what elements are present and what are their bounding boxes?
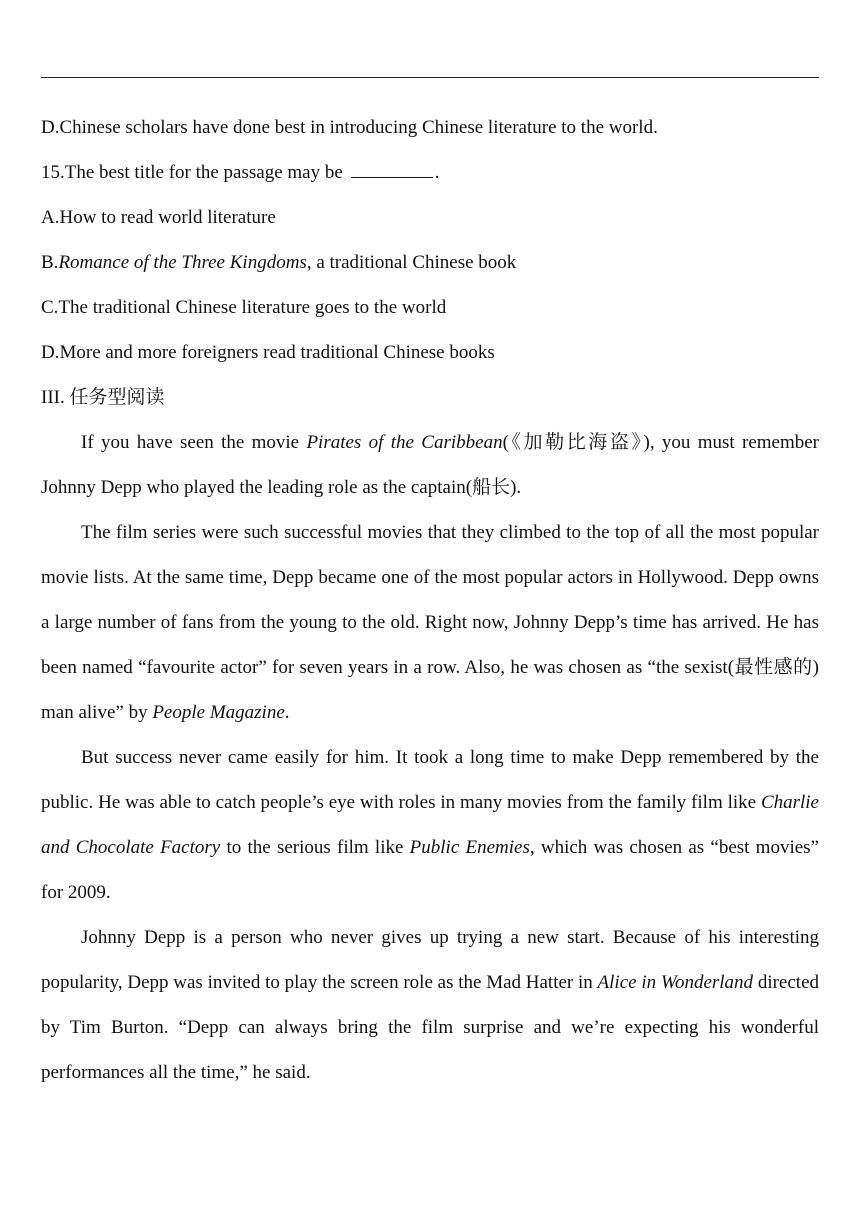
answer-blank [351, 163, 433, 178]
p3-text-c: , which was chosen as “best movies” for 2009. [41, 837, 819, 903]
p1-movie-title: Pirates of the Caribbean [306, 432, 503, 453]
p4-text-b: directed by Tim Burton. “Depp can always bring the film surprise and we’re expecting his wonderful performances all the time,” he said. [41, 972, 820, 1083]
question-15-period: . [434, 162, 440, 183]
passage-paragraph-2 [41, 510, 819, 735]
p3-text-b: to the serious film like [220, 837, 410, 858]
question-15-option-b [41, 240, 819, 285]
passage-paragraph-4 [41, 915, 819, 1095]
p4-text-a: Johnny Depp is a person who never gives up trying a new start. Because of his interesting popularity, Depp was invited to play the screen role as the Mad Hatter in [41, 927, 819, 993]
option-b-book-title: Romance of the Three Kingdoms [58, 252, 307, 273]
passage-paragraph-1 [41, 420, 819, 510]
question-15-text: 15.The best title for the passage may be [41, 162, 343, 183]
p2-text-a: The film series were such successful movies that they climbed to the top of all the most popular movie lists. At the same time, Depp became one of the most popular actors in Hollywood. Depp owns a large number of fans from the young to the old. Right now, Johnny Depp’s time has arrived. He has been named “favourite actor” for seven years in a row. Also, he was chosen as “the sexist(最性感的) man alive” by [41, 522, 819, 723]
question-15-stem [41, 150, 819, 195]
p4-film-title: Alice in Wonderland [597, 972, 754, 993]
p1-text-a: If you have seen the movie [81, 432, 307, 453]
passage-paragraph-3 [41, 735, 819, 915]
option-b-prefix: B. [41, 252, 59, 273]
p1-text-b: (《加勒比海盗》), you must remember Johnny Depp who played the leading role as the captain(船长). [41, 432, 820, 498]
header-rule [41, 77, 819, 78]
p2-magazine-title: People Magazine [152, 702, 285, 723]
p2-text-b: . [284, 702, 290, 723]
question-15-option-c: C.The traditional Chinese literature goes to the world [41, 297, 447, 318]
question-15-option-a: A.How to read world literature [41, 207, 276, 228]
question-14-option-d: D.Chinese scholars have done best in introducing Chinese literature to the world. [41, 117, 658, 138]
section-heading: III. 任务型阅读 [41, 387, 165, 408]
p3-text-a: But success never came easily for him. It took a long time to make Depp remembered by the public. He was able to catch people’s eye with roles in many movies from the family film like [41, 747, 819, 813]
option-b-suffix: , a traditional Chinese book [306, 252, 517, 273]
p3-film-title-2: Public Enemies [409, 837, 530, 858]
question-15-option-d: D.More and more foreigners read traditional Chinese books [41, 342, 495, 363]
document-body [41, 105, 819, 1095]
p3-film-title-1: Charlie and Chocolate Factory [41, 792, 819, 858]
